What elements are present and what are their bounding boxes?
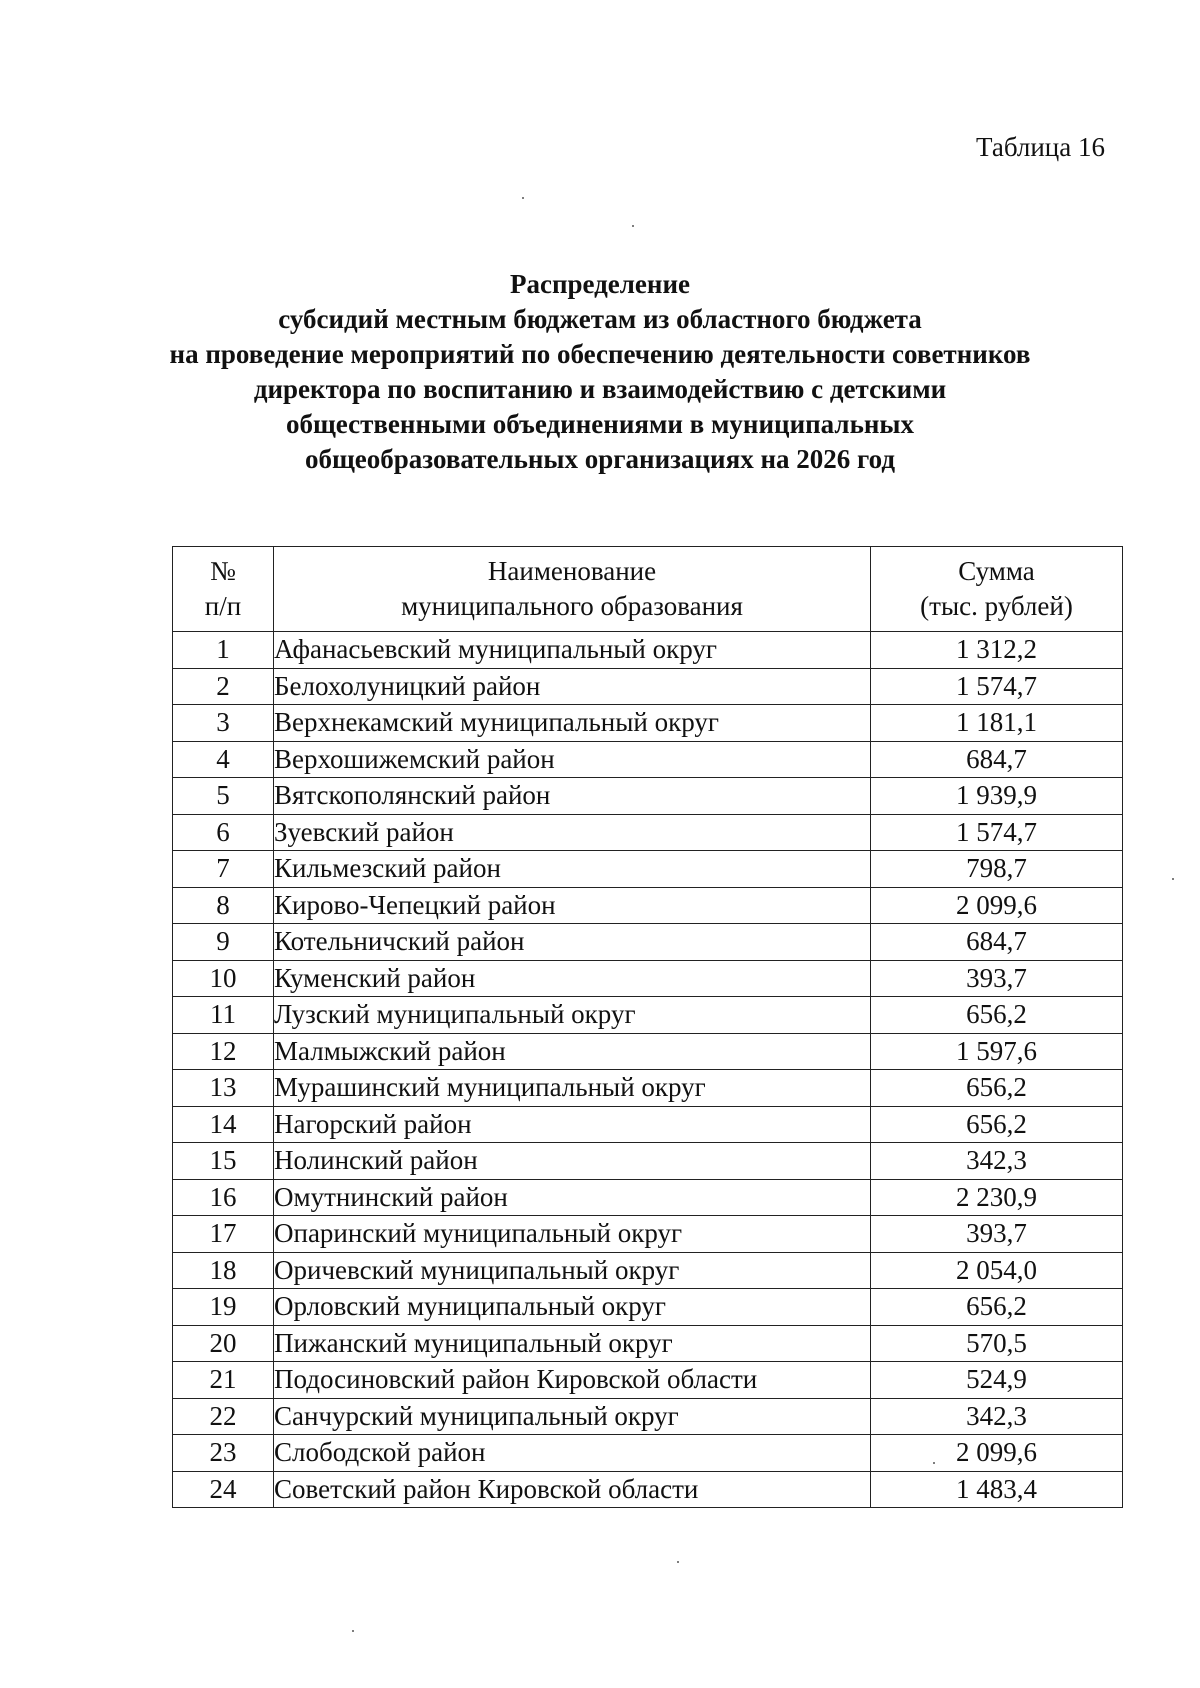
- subsidy-amount: 570,5: [871, 1325, 1123, 1362]
- subsidy-amount: 2 054,0: [871, 1252, 1123, 1289]
- table-row: [173, 1325, 1123, 1362]
- table-row: [173, 668, 1123, 705]
- subsidy-amount: 524,9: [871, 1362, 1123, 1399]
- subsidy-amount: 393,7: [871, 1216, 1123, 1253]
- row-number: 15: [173, 1143, 274, 1180]
- table-row: [173, 851, 1123, 888]
- municipality-name: Орловский муниципальный округ: [274, 1289, 871, 1326]
- table-row: [173, 1435, 1123, 1472]
- subsidy-amount: 1 312,2: [871, 632, 1123, 669]
- table-row: [173, 1179, 1123, 1216]
- row-number: 6: [173, 814, 274, 851]
- municipality-name: Омутнинский район: [274, 1179, 871, 1216]
- table-number-label: Таблица 16: [976, 132, 1105, 162]
- row-number: 19: [173, 1289, 274, 1326]
- row-number: 16: [173, 1179, 274, 1216]
- municipality-name: Подосиновский район Кировской области: [274, 1362, 871, 1399]
- subsidy-amount: 1 597,6: [871, 1033, 1123, 1070]
- municipality-name: Нагорский район: [274, 1106, 871, 1143]
- table-row: [173, 1252, 1123, 1289]
- municipality-name: Советский район Кировской области: [274, 1471, 871, 1508]
- table-row: [173, 1471, 1123, 1508]
- scan-speck: [632, 225, 634, 227]
- table-row: [173, 705, 1123, 742]
- municipality-name: Белохолуницкий район: [274, 668, 871, 705]
- row-number: 3: [173, 705, 274, 742]
- subsidy-amount: 656,2: [871, 1070, 1123, 1107]
- municipality-name: Слободской район: [274, 1435, 871, 1472]
- subsidy-amount: 342,3: [871, 1143, 1123, 1180]
- subsidy-amount: 656,2: [871, 1106, 1123, 1143]
- scan-speck: [933, 1462, 935, 1464]
- title-line: на проведение мероприятий по обеспечению деятельности советников: [169, 339, 1031, 369]
- row-number: 17: [173, 1216, 274, 1253]
- municipality-name: Зуевский район: [274, 814, 871, 851]
- row-number: 1: [173, 632, 274, 669]
- scan-speck: [522, 197, 524, 199]
- subsidy-amount: 684,7: [871, 924, 1123, 961]
- table-row: [173, 924, 1123, 961]
- table-row: [173, 632, 1123, 669]
- table-row: [173, 1106, 1123, 1143]
- row-number: 23: [173, 1435, 274, 1472]
- row-number: 8: [173, 887, 274, 924]
- subsidy-distribution-table: [172, 546, 1123, 1508]
- row-number: 9: [173, 924, 274, 961]
- row-number: 11: [173, 997, 274, 1034]
- municipality-name: Нолинский район: [274, 1143, 871, 1180]
- row-number: 18: [173, 1252, 274, 1289]
- document-title: [0, 267, 1200, 477]
- subsidy-amount: 656,2: [871, 1289, 1123, 1326]
- table-body: [173, 632, 1123, 1508]
- scan-speck: [1172, 878, 1174, 880]
- title-line: субсидий местным бюджетам из областного бюджета: [278, 304, 922, 334]
- table-row: [173, 1398, 1123, 1435]
- subsidy-amount: 2 099,6: [871, 887, 1123, 924]
- municipality-name: Кильмезский район: [274, 851, 871, 888]
- row-number: 5: [173, 778, 274, 815]
- column-header-number: № п/п: [173, 547, 274, 632]
- municipality-name: Верхошижемский район: [274, 741, 871, 778]
- title-line: Распределение: [509, 269, 691, 299]
- title-line: общеобразовательных организациях на 2026 год: [305, 444, 895, 474]
- municipality-name: Вятскополянский район: [274, 778, 871, 815]
- table-row: [173, 1070, 1123, 1107]
- table-row: [173, 741, 1123, 778]
- row-number: 10: [173, 960, 274, 997]
- row-number: 21: [173, 1362, 274, 1399]
- municipality-name: Афанасьевский муниципальный округ: [274, 632, 871, 669]
- row-number: 14: [173, 1106, 274, 1143]
- municipality-name: Оричевский муниципальный округ: [274, 1252, 871, 1289]
- row-number: 4: [173, 741, 274, 778]
- scan-speck: [352, 1630, 354, 1632]
- subsidy-amount: 1 939,9: [871, 778, 1123, 815]
- column-header-amount: Сумма (тыс. рублей): [871, 547, 1123, 632]
- municipality-name: Кирово-Чепецкий район: [274, 887, 871, 924]
- table-row: [173, 960, 1123, 997]
- row-number: 2: [173, 668, 274, 705]
- subsidy-amount: 684,7: [871, 741, 1123, 778]
- table-row: [173, 1033, 1123, 1070]
- table-row: [173, 1216, 1123, 1253]
- table-row: [173, 997, 1123, 1034]
- subsidy-amount: 798,7: [871, 851, 1123, 888]
- subsidy-amount: 2 099,6: [871, 1435, 1123, 1472]
- subsidy-amount: 1 574,7: [871, 668, 1123, 705]
- table-row: [173, 814, 1123, 851]
- municipality-name: Малмыжский район: [274, 1033, 871, 1070]
- row-number: 20: [173, 1325, 274, 1362]
- subsidy-amount: 2 230,9: [871, 1179, 1123, 1216]
- table-row: [173, 1143, 1123, 1180]
- scan-speck: [677, 1561, 679, 1563]
- municipality-name: Опаринский муниципальный округ: [274, 1216, 871, 1253]
- municipality-name: Куменский район: [274, 960, 871, 997]
- municipality-name: Верхнекамский муниципальный округ: [274, 705, 871, 742]
- row-number: 22: [173, 1398, 274, 1435]
- subsidy-amount: 342,3: [871, 1398, 1123, 1435]
- municipality-name: Лузский муниципальный округ: [274, 997, 871, 1034]
- table-row: [173, 887, 1123, 924]
- municipality-name: Пижанский муниципальный округ: [274, 1325, 871, 1362]
- table-row: [173, 778, 1123, 815]
- subsidy-amount: 393,7: [871, 960, 1123, 997]
- municipality-name: Мурашинский муниципальный округ: [274, 1070, 871, 1107]
- subsidy-amount: 1 483,4: [871, 1471, 1123, 1508]
- row-number: 7: [173, 851, 274, 888]
- subsidy-amount: 1 181,1: [871, 705, 1123, 742]
- municipality-name: Санчурский муниципальный округ: [274, 1398, 871, 1435]
- row-number: 12: [173, 1033, 274, 1070]
- column-header-name: Наименование муниципального образования: [274, 547, 871, 632]
- row-number: 13: [173, 1070, 274, 1107]
- table-header-row: [173, 547, 1123, 632]
- title-line: общественными объединениями в муниципальных: [286, 409, 914, 439]
- table-row: [173, 1289, 1123, 1326]
- title-line: директора по воспитанию и взаимодействию с детскими: [253, 374, 947, 404]
- row-number: 24: [173, 1471, 274, 1508]
- municipality-name: Котельничский район: [274, 924, 871, 961]
- table-row: [173, 1362, 1123, 1399]
- subsidy-amount: 1 574,7: [871, 814, 1123, 851]
- subsidy-amount: 656,2: [871, 997, 1123, 1034]
